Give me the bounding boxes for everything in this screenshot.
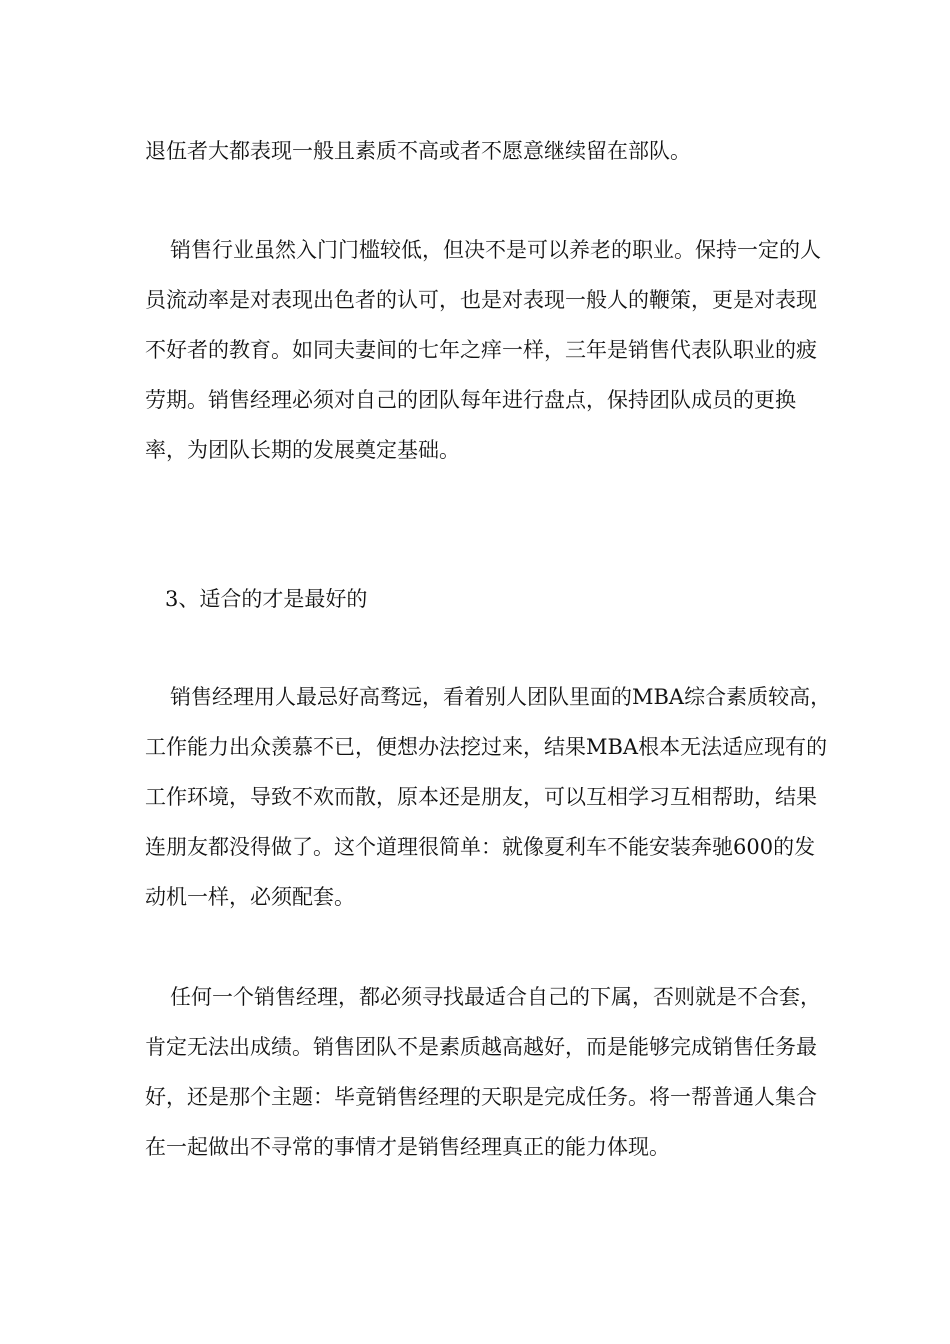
- section-heading: 3、适合的才是最好的: [165, 587, 368, 611]
- paragraph-suitable-subordinates: 任何一个销售经理，都必须寻找最适合自己的下属，否则就是不合套，肯定无法出成绩。销售团队不是素质越高越好，而是能够完成销售任务最好，还是那个主题：毕竟销售经理的天职是完成任务。将一帮普通人集合在一起做出不寻常的事情才是销售经理真正的能力体现。: [145, 985, 821, 1159]
- paragraph-avoid-overreach: 销售经理用人最忌好高骛远，看着别人团队里面的MBA综合素质较高，工作能力出众羡慕不已，便想办法挖过来，结果MBA根本无法适应现有的工作环境，导致不欢而散，原本还是朋友，可以互相学习互相帮助，结果连朋友都没得做了。这个道理很简单：就像夏利车不能安装奔驰600的发动机一样，必须配套。: [145, 685, 832, 909]
- paragraph-continuation: 退伍者大都表现一般且素质不高或者不愿意继续留在部队。: [145, 139, 691, 163]
- paragraph-staff-turnover: 销售行业虽然入门门槛较低，但决不是可以养老的职业。保持一定的人员流动率是对表现出色者的认可，也是对表现一般人的鞭策，更是对表现不好者的教育。如同夫妻间的七年之痒一样，三年是销售代表队职业的疲劳期。销售经理必须对自己的团队每年进行盘点，保持团队成员的更换率，为团队长期的发展奠定基础。: [145, 238, 821, 462]
